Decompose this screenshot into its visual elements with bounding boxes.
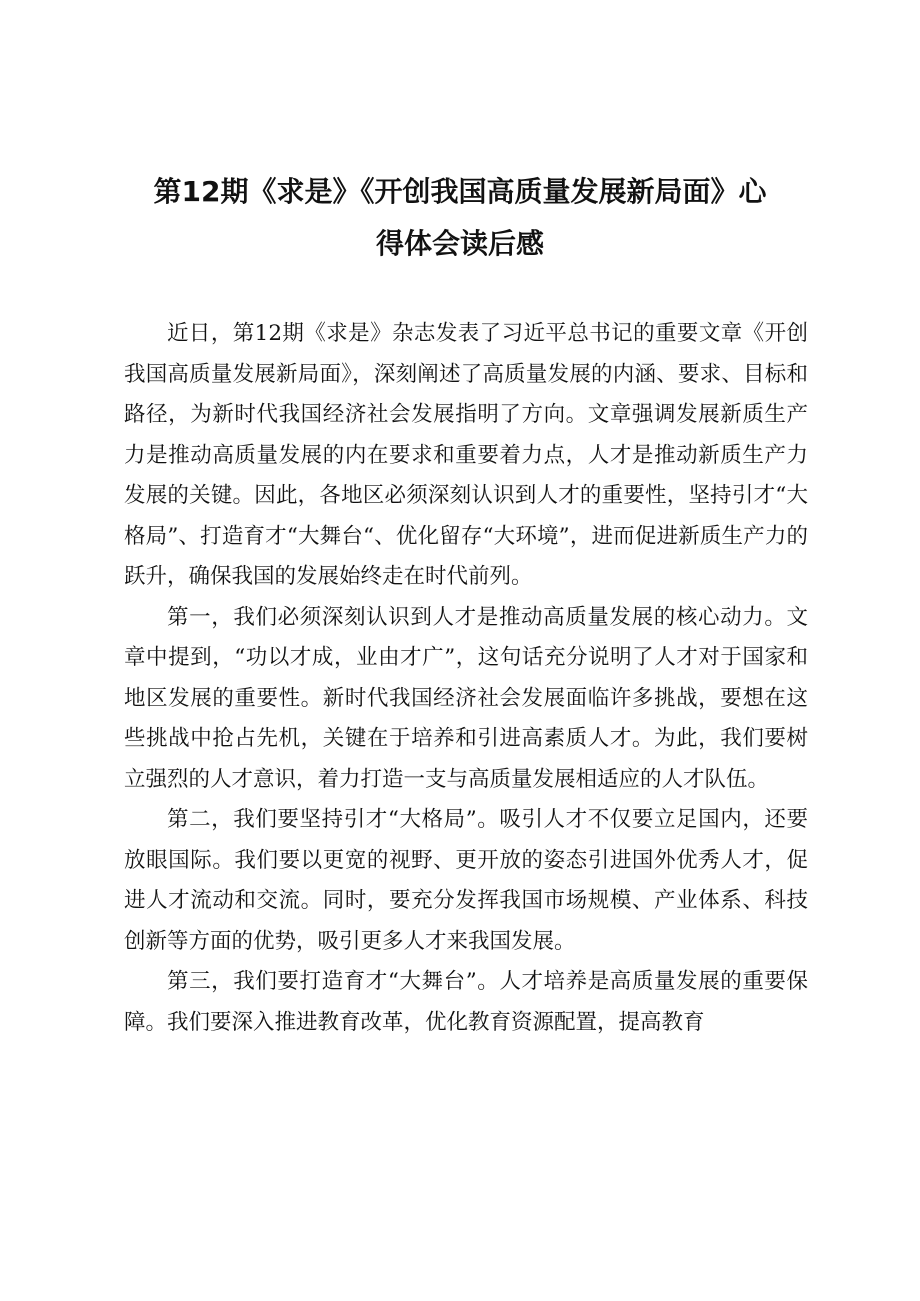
document-body	[124, 314, 808, 1043]
paragraph-intro: 近日，第12期《求是》杂志发表了习近平总书记的重要文章《开创我国高质量发展新局面》，深刻阐述了高质量发展的内涵、要求、目标和路径，为新时代我国经济社会发展指明了方向。文章强调发展新质生产力是推动高质量发展的内在要求和重要着力点，人才是推动新质生产力发展的关键。因此，各地区必须深刻认识到人才的重要性，坚持引才“大格局”、打造育才“大舞台“、优化留存“大环境”，进而促进新质生产力的跃升，确保我国的发展始终走在时代前列。	[124, 321, 808, 589]
paragraph-third: 第三，我们要打造育才“大舞台”。人才培养是高质量发展的重要保障。我们要深入推进教育改革，优化教育资源配置，提高教育	[124, 969, 808, 1035]
paragraph-second: 第二，我们要坚持引才“大格局”。吸引人才不仅要立足国内，还要放眼国际。我们要以更宽的视野、更开放的姿态引进国外优秀人才，促进人才流动和交流。同时，要充分发挥我国市场规模、产业体系、科技创新等方面的优势，吸引更多人才来我国发展。	[124, 807, 808, 954]
paragraph-first: 第一，我们必须深刻认识到人才是推动高质量发展的核心动力。文章中提到，“功以才成，业由才广”，这句话充分说明了人才对于国家和地区发展的重要性。新时代我国经济社会发展面临许多挑战，要想在这些挑战中抢占先机，关键在于培养和引进高素质人才。为此，我们要树立强烈的人才意识，着力打造一支与高质量发展相适应的人才队伍。	[124, 604, 808, 792]
title-line-1: 第12期《求是》《开创我国高质量发展新局面》心	[153, 175, 767, 208]
document-title	[110, 166, 810, 270]
title-line-2: 得体会读后感	[375, 227, 544, 260]
